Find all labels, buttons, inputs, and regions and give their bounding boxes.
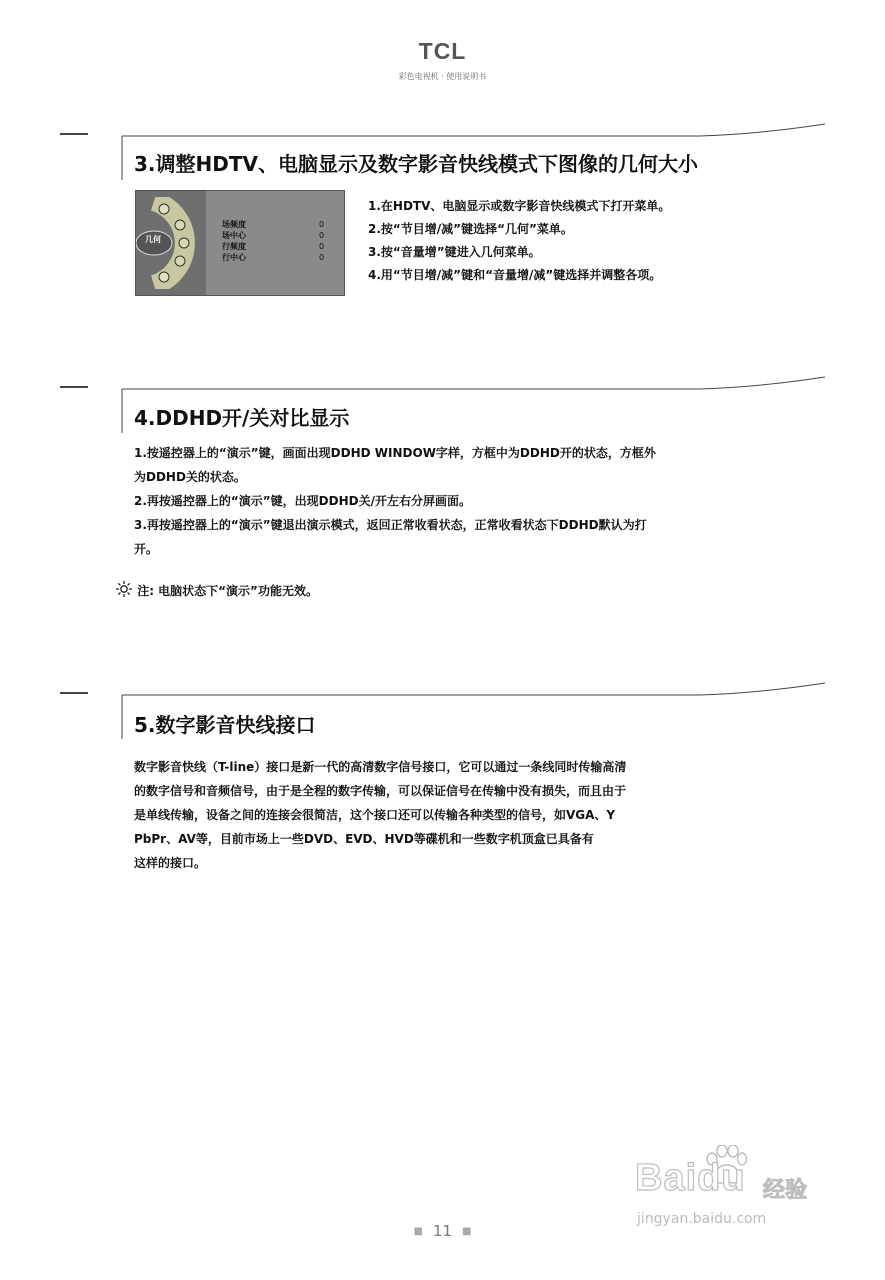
thumb-menu-item: 场中心 [222,231,246,240]
body-line: 的数字信号和音频信号，由于是全程的数字传输，可以保证信号在传输中没有损失，而且由于 [134,784,627,798]
watermark-jingyan: 经验 [763,1178,808,1203]
body-line: PbPr、AV等，目前市场上一些DVD、EVD、HVD等碟机和一些数字机顶盒已具备有 [134,832,594,846]
lightbulb-icon [115,580,133,598]
body-line: 这样的接口。 [134,856,207,870]
thumb-menu-value: 0 [319,242,325,251]
section-3-title: 3.调整HDTV、电脑显示及数字影音快线模式下图像的几何大小 [134,152,698,176]
section-3-steps [368,195,670,287]
body-line: 1.按遥控器上的“演示”键，画面出现DDHD WINDOW字样，方框中为DDHD开的状态，方框外 [134,446,656,460]
section-4-body [134,441,824,561]
step-item: 2.按“节目增/减”键选择“几何”菜单。 [368,222,573,236]
step-item: 4.用“节目增/减”键和“音量增/减”键选择并调整各项。 [368,268,662,282]
body-line: 数字影音快线（T-line）接口是新一代的高清数字信号接口，它可以通过一条线同时传输高清 [134,760,627,774]
page-dot-left: ■ [413,1226,423,1237]
watermark-brand-du: du [697,1157,746,1199]
step-item: 1.在HDTV、电脑显示或数字影音快线模式下打开菜单。 [368,199,671,213]
section-5-body [134,755,824,875]
section-5-title: 5.数字影音快线接口 [134,713,316,737]
watermark-url: jingyan.baidu.com [637,1211,767,1227]
thumb-menu-items [222,219,246,263]
page-number-value: 11 [432,1222,453,1240]
step-item: 3.按“音量增”键进入几何菜单。 [368,245,541,259]
section-4-title: 4.DDHD开/关对比显示 [134,406,350,430]
thumb-menu-values [319,219,324,263]
header-subtitle: 彩色电视机 · 使用说明书 [398,72,487,81]
body-line: 是单线传输，设备之间的连接会很简洁，这个接口还可以传输各种类型的信号，如VGA、Y [134,808,616,822]
geometry-menu-screenshot [135,190,345,296]
thumb-menu-value: 0 [319,231,325,240]
page-dot-right: ■ [462,1226,472,1237]
thumb-menu-item: 场频度 [222,220,246,229]
thumb-menu-item: 行中心 [222,253,246,262]
body-line: 3.再按遥控器上的“演示”键退出演示模式，返回正常收看状态，正常收看状态下DDHD默认为打 [134,518,647,532]
body-line: 开。 [134,542,159,556]
tcl-logo: TCL [418,38,467,64]
page-number [0,1222,885,1240]
thumb-menu-item: 行频度 [222,242,246,251]
body-line: 为DDHD关的状态。 [134,470,246,484]
thumb-menu-value: 0 [319,220,325,229]
body-line: 2.再按遥控器上的“演示”键，出现DDHD关/开左右分屏画面。 [134,494,471,508]
note-text: 注: 电脑状态下“演示”功能无效。 [137,584,318,598]
note-line [115,580,318,599]
watermark-brand [635,1157,746,1200]
thumb-geometry-label: 几何 [145,235,161,244]
thumb-menu-value: 0 [319,253,325,262]
page-header [0,38,885,82]
watermark-brand-bai: Bai [635,1157,698,1199]
